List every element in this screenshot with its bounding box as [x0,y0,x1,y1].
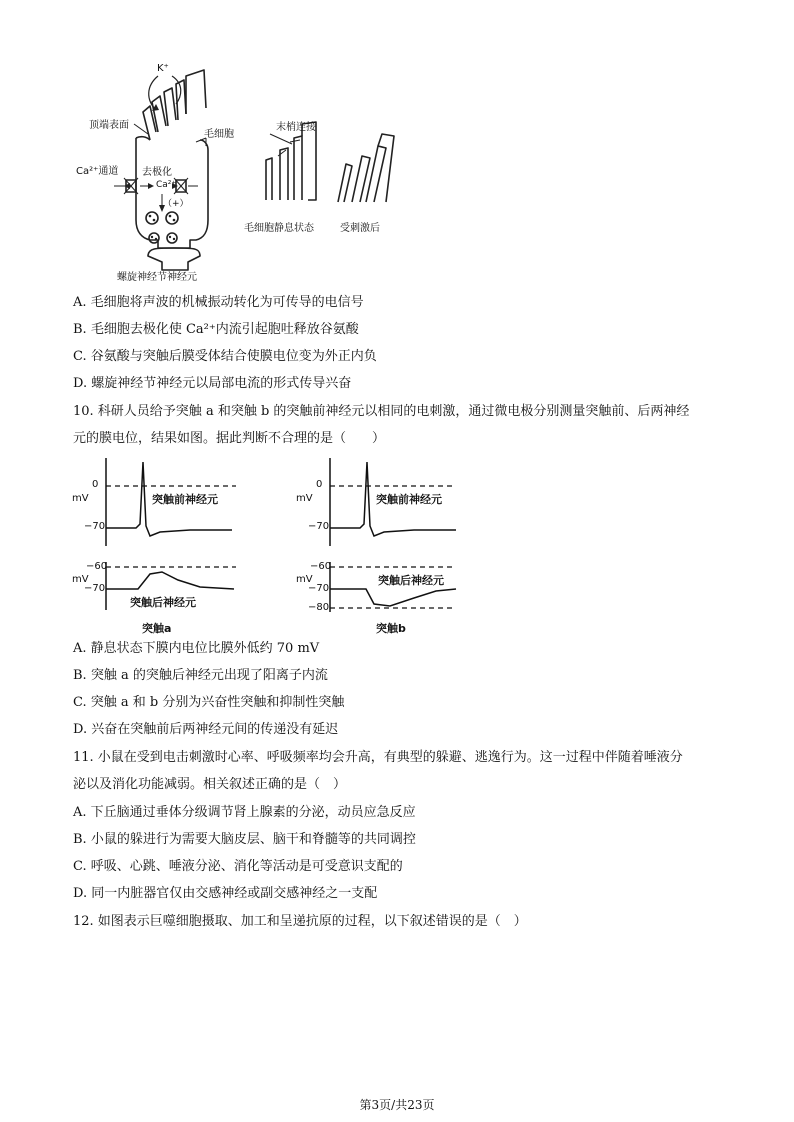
q11-option-c: C. 呼吸、心跳、唾液分泌、消化等活动是可受意识支配的 [73,859,403,874]
q9-option-a: A. 毛细胞将声波的机械振动转化为可传导的电信号 [73,295,364,310]
resting-state-label: 毛细胞静息状态 [244,223,314,234]
hair-cell-label: 毛细胞 [204,129,234,140]
q11-stem-line1: 11. 小鼠在受到电击刺激时心率、呼吸频率均会升高，有典型的躲避、逃逸行为。这一过程中伴随着唾液分 [73,750,683,765]
q10-option-b: B. 突触 a 的突触后神经元出现了阳离子内流 [73,668,328,683]
b-unit-post: mV [296,574,313,585]
stimulated-label: 受刺激后 [340,223,380,234]
synapse-a-label: 突触a [142,622,172,635]
ca-channel-label: Ca²⁺通道 [76,166,119,177]
q10-option-c: C. 突触 a 和 b 分别为兴奋性突触和抑制性突触 [73,695,345,710]
b-tick-m60: −60 [310,561,332,572]
plus-sign-label: （+） [163,199,189,209]
a-unit-pre: mV [72,493,89,504]
b-tick-m70-post: −70 [308,583,330,594]
q10-option-d: D. 兴奋在突触前后两神经元间的传递没有延迟 [73,722,339,737]
a-post-neuron-label: 突触后神经元 [130,596,196,609]
depolarization-label: 去极化 [142,167,172,178]
q12-stem: 12. 如图表示巨噬细胞摄取、加工和呈递抗原的过程，以下叙述错误的是（ ） [73,914,527,929]
b-tick-m70: −70 [308,521,330,532]
b-pre-neuron-label: 突触前神经元 [376,493,442,506]
q9-option-d: D. 螺旋神经节神经元以局部电流的形式传导兴奋 [73,376,352,391]
apical-surface-label: 顶端表面 [89,120,129,131]
q9-option-c: C. 谷氨酸与突触后膜受体结合使膜电位变为外正内负 [73,349,377,364]
a-tick-0: 0 [92,479,99,490]
ca-ion-label: Ca²⁺ [156,180,177,190]
q11-option-b: B. 小鼠的躲进行为需要大脑皮层、脑干和脊髓等的共同调控 [73,832,416,847]
q9-option-b: B. 毛细胞去极化使 Ca²⁺内流引起胞吐释放谷氨酸 [73,322,359,337]
b-tick-m80: −80 [308,602,330,613]
a-unit-post: mV [72,574,89,585]
page-number: 第3页/共23页 [359,1098,435,1112]
spiral-ganglion-label: 螺旋神经节神经元 [117,272,197,283]
q10-stem-line1: 10. 科研人员给予突触 a 和突触 b 的突触前神经元以相同的电刺激，通过微电极分别测量突触前、后两神经 [73,404,690,419]
k-ion-label: K⁺ [157,63,169,74]
b-unit-pre: mV [296,493,313,504]
q10-option-a: A. 静息状态下膜内电位比膜外低约 70 mV [73,641,320,656]
a-tick-m70: −70 [84,521,106,532]
q11-option-a: A. 下丘脑通过垂体分级调节肾上腺素的分泌，动员应急反应 [73,805,416,820]
a-tick-m70-post: −70 [84,583,106,594]
synapse-b-label: 突触b [376,622,406,635]
a-tick-m60: −60 [86,561,108,572]
q11-option-d: D. 同一内脏器官仅由交感神经或副交感神经之一支配 [73,886,378,901]
b-post-neuron-label: 突触后神经元 [378,574,444,587]
b-tick-0: 0 [316,479,323,490]
a-pre-neuron-label: 突触前神经元 [152,493,218,506]
q11-stem-line2: 泌以及消化功能减弱。相关叙述正确的是（ ） [73,777,347,792]
tip-link-label: 末梢连接 [276,122,316,133]
q10-stem-line2: 元的膜电位，结果如图。据此判断不合理的是（ ） [73,431,386,446]
